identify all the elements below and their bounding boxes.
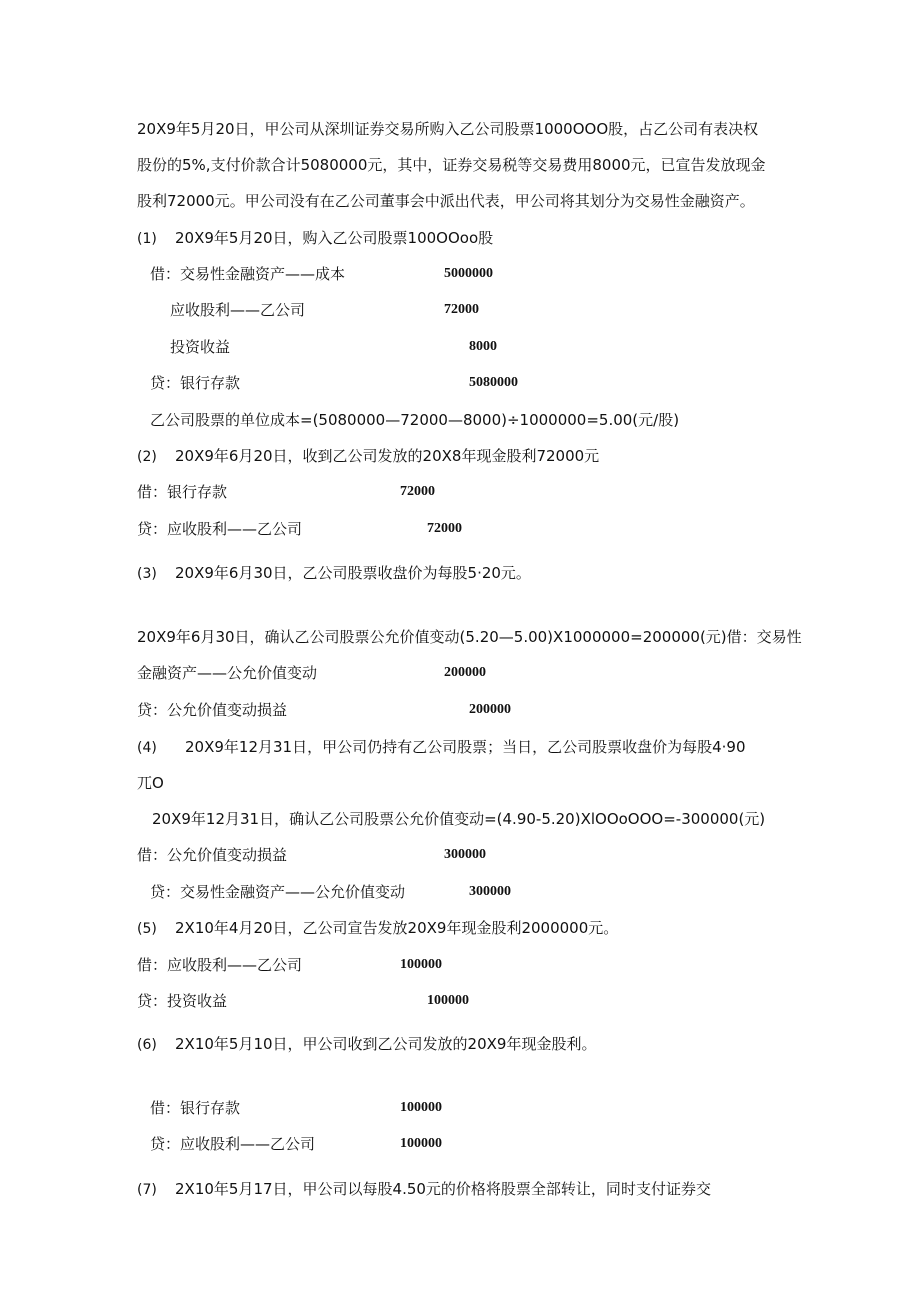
section-5-heading xyxy=(137,918,618,939)
section-1-heading xyxy=(137,228,493,249)
section-4-title-cont: 兀O xyxy=(137,774,164,792)
s1-unit-cost-note: 乙公司股票的单位成本=(5080000—72000—8000)÷1000000=5.00(元/股) xyxy=(150,411,680,429)
s6-entry-1-label: 借：银行存款 xyxy=(150,1099,241,1117)
s2-entry-2-label: 贷：应收股利——乙公司 xyxy=(137,520,303,538)
s4-entry-2-label: 贷：交易性金融资产——公允价值变动 xyxy=(150,883,406,901)
section-2-title: 20X9年6月20日，收到乙公司发放的20X8年现金股利72000元 xyxy=(175,447,600,465)
section-4-title: 20X9年12月31日，甲公司仍持有乙公司股票；当日，乙公司股票收盘价为每股4·90 xyxy=(185,738,746,756)
s1-entry-4-label: 贷：银行存款 xyxy=(150,374,241,392)
intro-line-3: 股利72000元。甲公司没有在乙公司董事会中派出代表，甲公司将其划分为交易性金融资产。 xyxy=(137,192,755,210)
section-2-heading xyxy=(137,446,599,467)
section-7-marker: (7) xyxy=(137,1182,157,1198)
s1-entry-3-amount: 8000 xyxy=(469,339,497,354)
s1-entry-2-label: 应收股利——乙公司 xyxy=(170,301,306,319)
s3-entry-1-amount: 200000 xyxy=(444,665,486,680)
s3-entry-2-label: 贷：公允价值变动损益 xyxy=(137,701,288,719)
s4-entry-1-label: 借：公允价值变动损益 xyxy=(137,846,288,864)
s6-entry-1-amount: 100000 xyxy=(400,1100,442,1115)
section-1-marker: (1) xyxy=(137,231,157,247)
s4-paragraph: 20X9年12月31日，确认乙公司股票公允价值变动=(4.90-5.20)XlOOoOOO=-300000(元) xyxy=(152,810,766,828)
s1-entry-2-amount: 72000 xyxy=(444,302,479,317)
s3-entry-1-label: 金融资产——公允价值变动 xyxy=(137,664,318,682)
section-4-heading xyxy=(137,737,745,758)
s2-entry-1-label: 借：银行存款 xyxy=(137,483,228,501)
section-3-title: 20X9年6月30日，乙公司股票收盘价为每股5·20元。 xyxy=(175,564,531,582)
s1-entry-4-amount: 5080000 xyxy=(469,375,518,390)
section-5-title: 2X10年4月20日，乙公司宣告发放20X9年现金股利2000000元。 xyxy=(175,919,619,937)
s1-entry-1-amount: 5000000 xyxy=(444,266,493,281)
section-4-marker: (4) xyxy=(137,740,157,756)
s1-entry-1-label: 借：交易性金融资产——成本 xyxy=(150,265,346,283)
section-6-marker: (6) xyxy=(137,1037,157,1053)
section-7-title: 2X10年5月17日，甲公司以每股4.50元的价格将股票全部转让，同时支付证券交 xyxy=(175,1180,711,1198)
s3-entry-2-amount: 200000 xyxy=(469,702,511,717)
section-7-heading xyxy=(137,1179,711,1200)
s1-entry-3-label: 投资收益 xyxy=(170,338,231,356)
s4-entry-2-amount: 300000 xyxy=(469,884,511,899)
section-6-heading xyxy=(137,1034,596,1055)
intro-line-1: 20X9年5月20日，甲公司从深圳证券交易所购入乙公司股票1000OOO股，占乙公司有表决权 xyxy=(137,120,759,138)
s6-entry-2-label: 贷：应收股利——乙公司 xyxy=(150,1135,316,1153)
s5-entry-2-amount: 100000 xyxy=(427,993,469,1008)
s5-entry-2-label: 贷：投资收益 xyxy=(137,992,228,1010)
section-3-marker: (3) xyxy=(137,566,157,582)
section-1-title: 20X9年5月20日，购入乙公司股票100OOoo股 xyxy=(175,229,494,247)
section-6-title: 2X10年5月10日，甲公司收到乙公司发放的20X9年现金股利。 xyxy=(175,1035,597,1053)
section-3-heading xyxy=(137,563,531,584)
s5-entry-1-amount: 100000 xyxy=(400,957,442,972)
section-5-marker: (5) xyxy=(137,921,157,937)
s2-entry-1-amount: 72000 xyxy=(400,484,435,499)
s6-entry-2-amount: 100000 xyxy=(400,1136,442,1151)
intro-line-2: 股份的5%,支付价款合计5080000元，其中，证券交易税等交易费用8000元，已宣告发放现金 xyxy=(137,156,766,174)
s3-paragraph: 20X9年6月30日，确认乙公司股票公允价值变动(5.20—5.00)X1000000=200000(元)借：交易性 xyxy=(137,628,802,646)
s5-entry-1-label: 借：应收股利——乙公司 xyxy=(137,956,303,974)
section-2-marker: (2) xyxy=(137,449,157,465)
s4-entry-1-amount: 300000 xyxy=(444,847,486,862)
s2-entry-2-amount: 72000 xyxy=(427,521,462,536)
